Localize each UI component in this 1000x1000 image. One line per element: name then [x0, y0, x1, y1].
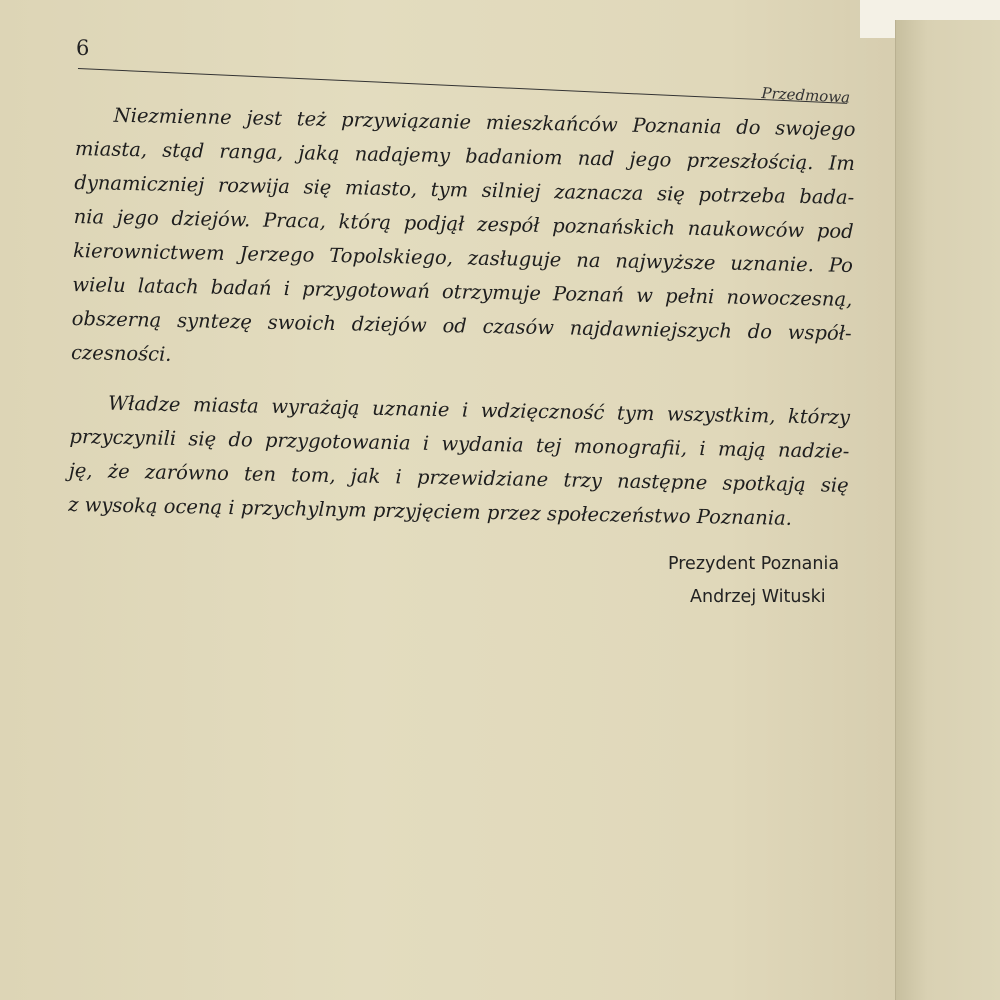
- text-line: dynamiczniej rozwija się miasto, tym silniej zaznacza się potrzeba bada-: [74, 170, 855, 209]
- signature-title: Prezydent Poznania: [668, 554, 840, 574]
- text-line: przyczynili się do przygotowania i wydania tej monografii, i mają nadzie-: [69, 424, 850, 463]
- adjacent-page-edge: [895, 20, 1000, 1000]
- text-line: czesności.: [70, 340, 172, 366]
- body-text: [68, 98, 856, 537]
- text-line: Władze miasta wyrażają uznanie i wdzięczność tym wszystkim, którzy: [107, 391, 851, 429]
- text-line: miasta, stąd ranga, jaką nadajemy badaniom nad jego przeszłością. Im: [74, 136, 856, 175]
- text-line: wielu latach badań i przygotowań otrzymuje Poznań w pełni nowoczesną,: [72, 272, 853, 311]
- running-head: Przedmowa: [761, 84, 851, 107]
- paragraph-1: [71, 98, 856, 385]
- signature-name: Andrzej Wituski: [690, 587, 826, 607]
- text-line: Niezmienne jest też przywiązanie mieszkańców Poznania do swojego: [113, 103, 856, 141]
- text-line: kierownictwem Jerzego Topolskiego, zasługuje na najwyższe uznanie. Po: [72, 238, 854, 277]
- text-line: z wysoką oceną i przychylnym przyjęciem przez społeczeństwo Poznania.: [67, 492, 793, 530]
- signature-block: [668, 548, 839, 614]
- text-line: nia jego dziejów. Praca, którą podjął zespół poznańskich naukowców pod: [73, 204, 854, 243]
- paragraph-2: [68, 386, 850, 537]
- page-number: 6: [76, 36, 90, 60]
- text-line: ję, że zarówno ten tom, jak i przewidziane trzy następne spotkają się: [68, 458, 849, 497]
- text-line: obszerną syntezę swoich dziejów od czasów najdawniejszych do współ-: [71, 306, 852, 345]
